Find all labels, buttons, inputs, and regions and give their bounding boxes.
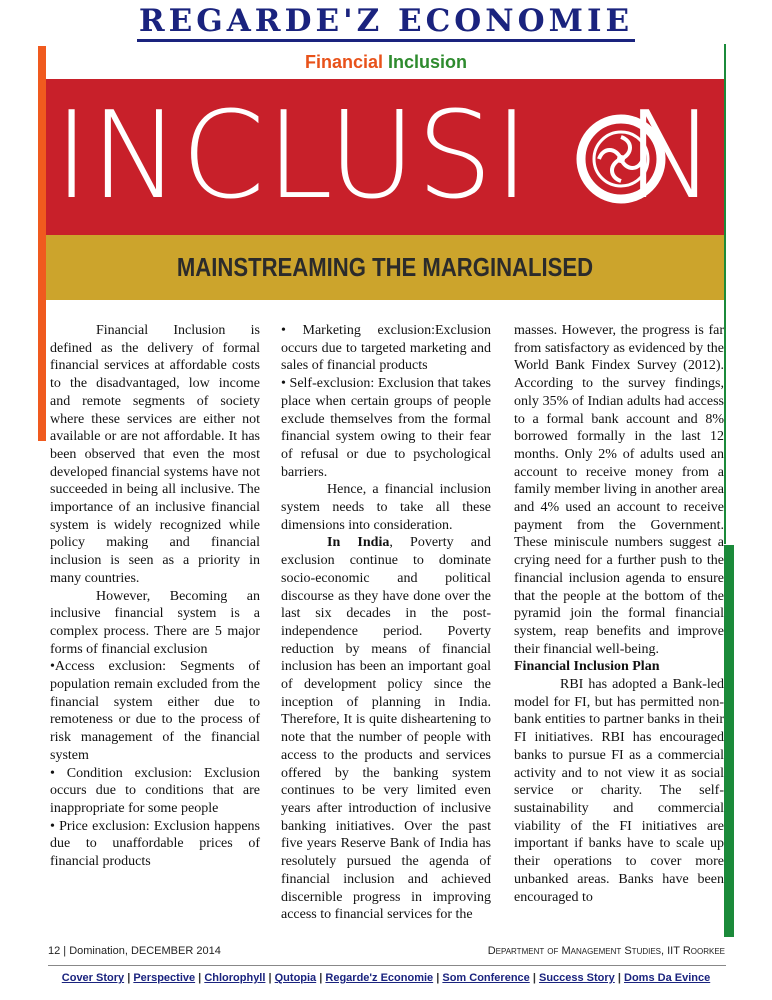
paragraph: Hence, a financial inclusion system needs to take all these dimensions into consideration. bbox=[281, 482, 491, 533]
inclusion-emblem-icon bbox=[571, 109, 671, 209]
nav-link-success-story[interactable]: Success Story bbox=[538, 972, 615, 984]
paragraph: • Condition exclusion: Exclusion occurs due to conditions that are inappropriate for some people bbox=[50, 765, 260, 816]
paragraph: Financial Inclusion is defined as the delivery of formal financial services at affordable costs to the disadvantaged, low income and remote segments of society where these services are either not available or are not affordable. It has been observed that even the most developed financial systems have not succeeded in being all inclusive. The importance of an inclusive financial system is widely recognized while policy making and financial inclusion is seen as a priority in many countries. bbox=[50, 323, 260, 586]
masthead-title: REGARDE'Z ECONOMIE bbox=[137, 3, 635, 42]
lead-in-india: In India bbox=[327, 535, 390, 551]
section-word-inclusion: Inclusion bbox=[388, 52, 468, 72]
paragraph: RBI has adopted a Bank-led model for FI, but has permitted non-bank entities to partner banks in their FI initiatives. RBI has encouraged banks to pursue FI as a commercial activity and to not view it as social service or charity. The self-sustainability and commercial viability of the FI initiatives are important if banks have to scale up their operations to cover more unbanked areas. Banks have been encouraged to bbox=[514, 677, 724, 905]
section-nav: Cover Story | Perspective | Chlorophyll | Qutopia | Regarde'z Economie | Som Conference | Success Story | Doms Da Evince bbox=[61, 972, 711, 984]
nav-link-qutopia[interactable]: Qutopia bbox=[274, 972, 317, 984]
column-1 bbox=[50, 322, 260, 871]
left-accent-bar bbox=[38, 46, 46, 441]
nav-link-chlorophyll[interactable]: Chlorophyll bbox=[204, 972, 266, 984]
nav-link-perspective[interactable]: Perspective bbox=[133, 972, 196, 984]
footer-page-info: 12 | Domination, DECEMBER 2014 bbox=[48, 945, 221, 957]
column-3 bbox=[514, 322, 724, 906]
paragraph: However, Becoming an inclusive financial system is a complex process. There are 5 major forms of financial exclusion bbox=[50, 588, 260, 657]
masthead bbox=[0, 3, 772, 42]
nav-link-doms-da-evince[interactable]: Doms Da Evince bbox=[624, 972, 711, 984]
paragraph: • Marketing exclusion:Exclusion occurs due to targeted marketing and sales of financial products bbox=[281, 323, 491, 374]
paragraph bbox=[281, 534, 491, 923]
section-word-financial: Financial bbox=[304, 52, 383, 72]
nav-link-regardez-economie[interactable]: Regarde'z Economie bbox=[325, 972, 434, 984]
banner-subtitle: MAINSTREAMING THE MARGINALISED bbox=[176, 252, 594, 282]
section-title bbox=[0, 52, 772, 73]
nav-divider bbox=[48, 965, 726, 966]
banner-title: INCLUSI N bbox=[54, 87, 717, 226]
paragraph: masses. However, the progress is far from satisfactory as evidenced by the World Bank Findex Survey (2012). According to the survey findings, only 35% of Indian adults had access to a formal bank account and 8% borrowed formally in the last 12 months. Only 2% of adults used an account to receive money from a family member living in another area and 4% used an account to receive payment from the Government. These miniscule numbers suggest a crying need for a further push to the financial inclusion agenda to ensure that the people at the bottom of the pyramid join the formal financial system, reap benefits and improve their financial well-being. bbox=[514, 323, 724, 657]
paragraph: •Access exclusion: Segments of population remain excluded from the financial system either due to remoteness or due to the process of risk management of the financial system bbox=[50, 659, 260, 763]
inclusion-banner bbox=[46, 79, 724, 300]
paragraph: • Self-exclusion: Exclusion that takes place when certain groups of people exclude themselves from the formal financial system owing to their fear of refusal or due to psychological barriers. bbox=[281, 376, 491, 480]
paragraph: • Price exclusion: Exclusion happens due to unaffordable prices of financial products bbox=[50, 818, 260, 870]
nav-link-som-conference[interactable]: Som Conference bbox=[442, 972, 530, 984]
paragraph-body: , Poverty and exclusion continue to dominate socio-economic and political discourse as they have done over the last six decades in the post-independence period. Poverty reduction by means of financial inclusion has been an important goal of development policy since the inception of planning in India. Therefore, It is quite disheartening to note that the number of people with access to the products and services offered by the banking system continues to be very limited even years after introduction of inclusive banking initiatives. Over the past five years Reserve Bank of India has resolutely pursued the agenda of financial inclusion and achieved discernible progress in improving access to financial services for the bbox=[281, 535, 491, 923]
subheading: Financial Inclusion Plan bbox=[514, 659, 660, 675]
right-accent-bar bbox=[724, 545, 734, 937]
footer-department: Department of Management Studies, IIT Roorkee bbox=[487, 945, 725, 957]
right-accent-line bbox=[724, 44, 726, 544]
nav-link-cover-story[interactable]: Cover Story bbox=[61, 972, 125, 984]
column-2 bbox=[281, 322, 491, 924]
